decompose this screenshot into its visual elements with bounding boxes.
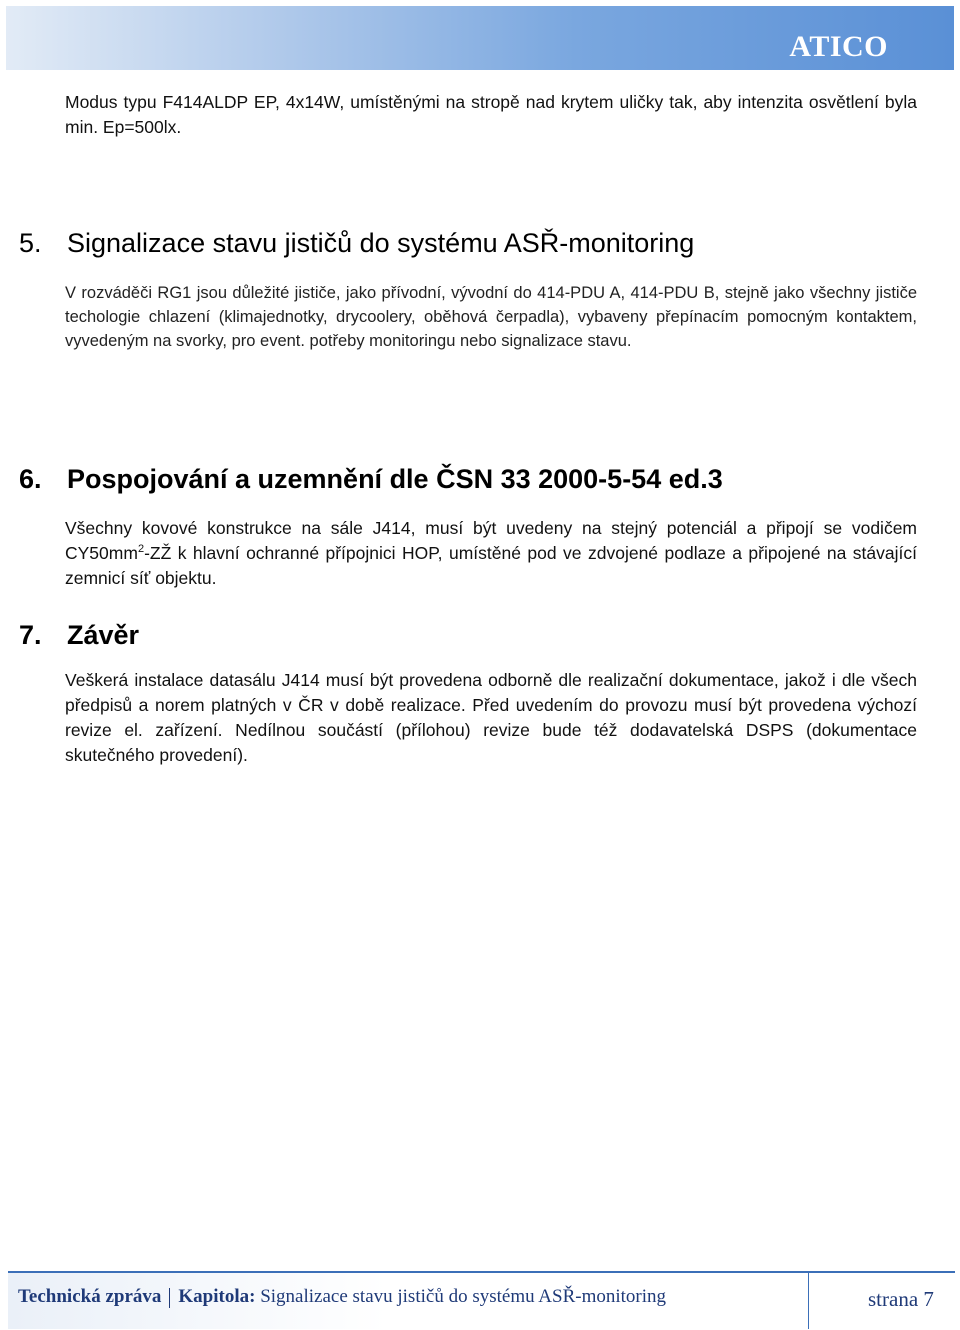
section7-paragraph: Veškerá instalace datasálu J414 musí být provedena odborně dle realizační dokumentace, jakož i dle všech předpisů a norem platných v ČR v době realizace. Před uvedením do provozu musí být provedena výchozí revize el. zařízení. Nedílnou součástí (přílohou) revize bude též dodavatelská DSPS (dokumentace skutečného provedení). bbox=[65, 670, 917, 765]
section6-text-b: -ZŽ k hlavní ochranné přípojnici HOP, umístěné pod ve zdvojené podlaze a připojené na stávající zemnicí síť objektu. bbox=[65, 543, 917, 588]
footer-chapter-label: Kapitola: bbox=[178, 1286, 256, 1307]
header-band bbox=[6, 6, 954, 70]
section5-paragraph: V rozváděči RG1 jsou důležité jističe, jako přívodní, vývodní do 414-PDU A, 414-PDU B, stejně jako všechny jističe techologie chlazení (klimajednotky, drycoolery, oběhová čerpadla), vybaveny přepínacím pomocným kontaktem, vyvedeným na svorky, pro event. potřeby monitoringu nebo signalizace stavu. bbox=[65, 284, 917, 350]
section6-number: 6. bbox=[19, 464, 42, 494]
section6-superscript: 2 bbox=[137, 543, 145, 556]
section7-number: 7. bbox=[19, 620, 42, 650]
intro-paragraph: Modus typu F414ALDP EP, 4x14W, umístěnými na stropě nad krytem uličky tak, aby intenzita osvětlení byla min. Ep=500lx. bbox=[65, 92, 917, 137]
section6-paragraph bbox=[65, 516, 917, 591]
brand-logo: ATICO bbox=[789, 30, 888, 63]
section6-heading: Pospojování a uzemnění dle ČSN 33 2000-5-54 ed.3 bbox=[67, 464, 723, 494]
footer-page-number: strana 7 bbox=[868, 1287, 934, 1311]
page-footer bbox=[8, 1271, 955, 1329]
footer-separator bbox=[169, 1288, 170, 1308]
footer-chapter-value: Signalizace stavu jističů do systému ASŘ-monitoring bbox=[260, 1286, 667, 1307]
footer-divider bbox=[808, 1273, 809, 1329]
section7-heading: Závěr bbox=[67, 620, 140, 650]
section5-heading: Signalizace stavu jističů do systému ASŘ-monitoring bbox=[67, 228, 695, 258]
section5-number: 5. bbox=[19, 228, 42, 258]
section6-text-a: Všechny kovové konstrukce na sále J414, musí být uvedeny na stejný potenciál a připojí se vodičem CY50mm bbox=[65, 518, 917, 563]
footer-doc-label: Technická zpráva bbox=[18, 1286, 162, 1307]
footer-document-info bbox=[18, 1285, 808, 1309]
